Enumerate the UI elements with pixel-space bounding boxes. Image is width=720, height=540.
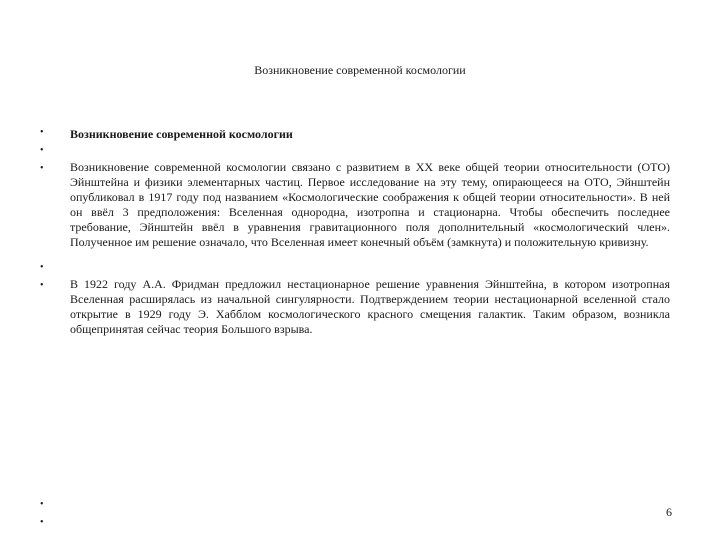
bullet-marker: • (40, 262, 44, 273)
bullet-marker: • (40, 127, 44, 138)
section-heading: Возникновение современной космологии (70, 127, 293, 141)
bullet-marker: • (40, 145, 44, 156)
body-paragraph-einstein: Возникновение современной космологии связано с развитием в XX веке общей теории относительности (ОТО) Эйнштейна и физики элементарных частиц. Первое исследование на эту тему, опирающееся на ОТО, Эйнштейн опубликовал в 1917 году под названием «Космологические соображения к общей теории относительности». В ней он ввёл 3 предположения: Вселенная однородна, изотропна и стационарна. Чтобы обеспечить последнее требование, Эйнштейн ввёл в уравнения гравитационного поля дополнительный «космологический член». Полученное им решение означало, что Вселенная имеет конечный объём (замкнута) и положительную кривизну. (70, 160, 670, 249)
slide-title: Возникновение современной космологии (254, 63, 466, 77)
bullet-marker: • (40, 163, 44, 174)
bullet-marker: • (40, 499, 44, 510)
bullet-marker: • (40, 517, 44, 528)
bullet-marker: • (40, 280, 44, 291)
body-paragraph-friedmann: В 1922 году А.А. Фридман предложил нестационарное решение уравнения Эйнштейна, в котором изотропная Вселенная расширялась из начальной сингулярности. Подтверждением теории нестационарной вселенной стало открытие в 1929 году Э. Хабблом космологического красного смещения галактик. Таким образом, возникла общепринятая сейчас теория Большого взрыва. (70, 277, 670, 336)
page-number: 6 (666, 505, 672, 519)
